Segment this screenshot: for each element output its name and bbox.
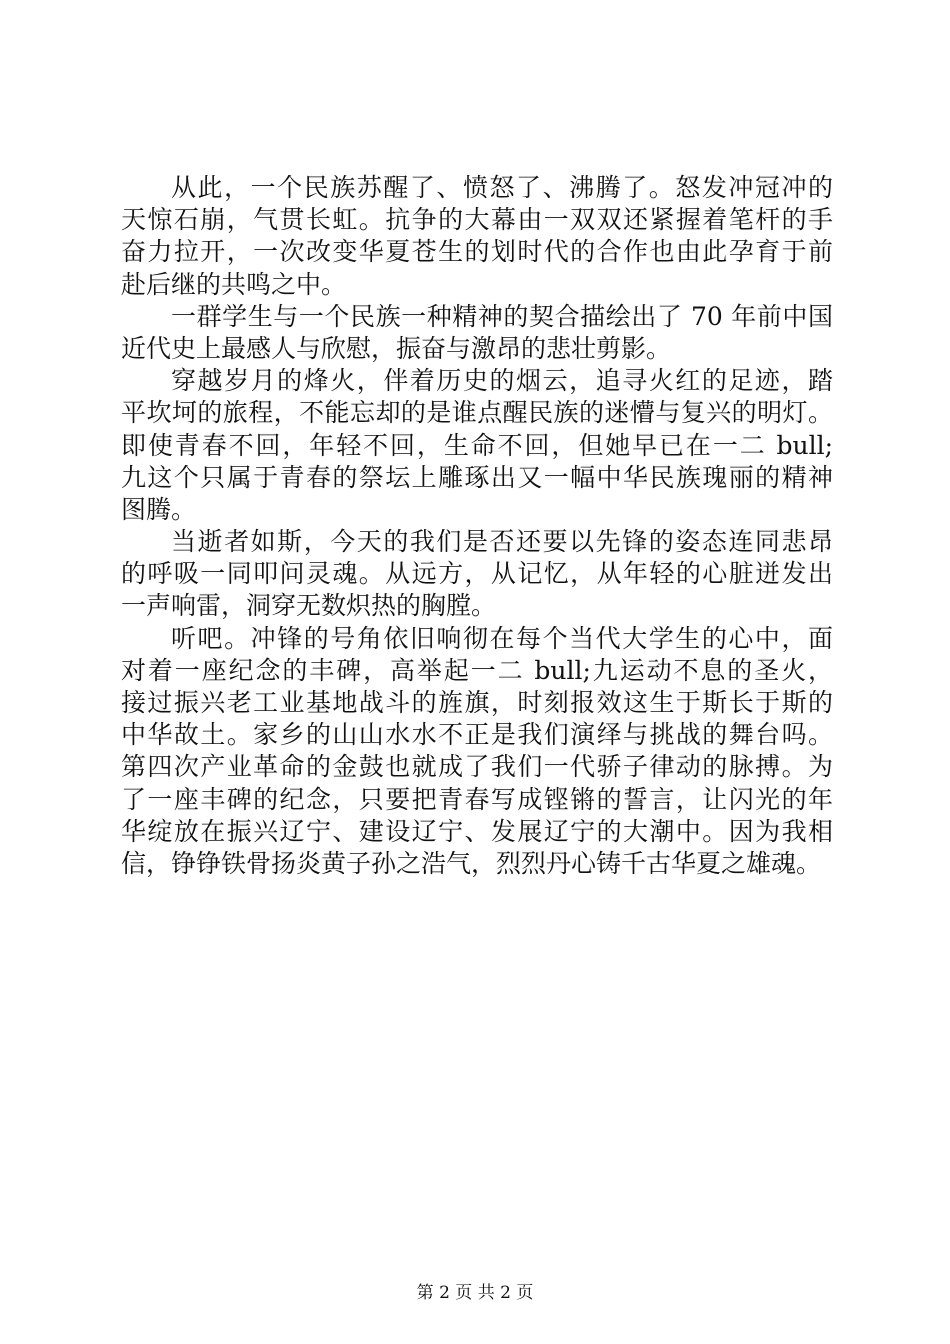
text-line: 当逝者如斯，今天的我们是否还要以先锋的姿态连同悲昂 — [171, 527, 833, 557]
text-line: 赴后继的共鸣之中。 — [121, 269, 347, 299]
text-line: 中华故土。家乡的山山水水不正是我们演绎与挑战的舞台吗。 — [121, 720, 833, 750]
text-line: 一声响雷，洞穿无数炽热的胸膛。 — [121, 591, 497, 621]
text-line: 第四次产业革命的金鼓也就成了我们一代骄子律动的脉搏。为 — [121, 752, 833, 782]
text-line: 奋力拉开，一次改变华夏苍生的划时代的合作也由此孕育于前 — [121, 237, 833, 267]
text-line: 了一座丰碑的纪念，只要把青春写成铿锵的誓言，让闪光的年 — [121, 784, 833, 814]
text-line: 听吧。冲锋的号角依旧响彻在每个当代大学生的心中，面 — [171, 623, 833, 653]
text-line: 平坎坷的旅程，不能忘却的是谁点醒民族的迷懵与复兴的明灯。 — [121, 398, 833, 428]
paragraph-4 — [121, 526, 833, 623]
text-line: 信，铮铮铁骨扬炎黄子孙之浩气，烈烈丹心铸千古华夏之雄魂。 — [121, 848, 822, 878]
text-line: 穿越岁月的烽火，伴着历史的烟云，追寻火红的足迹，踏 — [171, 366, 833, 396]
paragraph-1 — [121, 172, 833, 301]
text-line: 近代史上最感人与欣慰，振奋与激昂的悲壮剪影。 — [121, 333, 672, 363]
text-line: 九这个只属于青春的祭坛上雕琢出又一幅中华民族瑰丽的精神 — [121, 462, 833, 492]
paragraph-3 — [121, 365, 833, 526]
text-line: 一群学生与一个民族一种精神的契合描绘出了 70 年前中国 — [171, 301, 833, 331]
text-line: 华绽放在振兴辽宁、建设辽宁、发展辽宁的大潮中。因为我相 — [121, 816, 833, 846]
text-line: 的呼吸一同叩问灵魂。从远方，从记忆，从年轻的心脏迸发出 — [121, 559, 833, 589]
text-line: 对着一座纪念的丰碑，高举起一二 bull;九运动不息的圣火， — [121, 655, 833, 685]
text-line: 接过振兴老工业基地战斗的旌旗，时刻报效这生于斯长于斯的 — [121, 688, 833, 717]
page-number-footer: 第 2 页 共 2 页 — [416, 1283, 534, 1303]
text-line: 从此，一个民族苏醒了、愤怒了、沸腾了。怒发冲冠冲的 — [171, 173, 833, 202]
paragraph-2 — [121, 301, 833, 365]
document-body — [121, 172, 833, 880]
text-line: 天惊石崩，气贯长虹。抗争的大幕由一双双还紧握着笔杆的手 — [121, 205, 833, 235]
text-line: 图腾。 — [121, 494, 197, 524]
text-line: 即使青春不回，年轻不回，生命不回，但她早已在一二 bull; — [121, 430, 833, 460]
paragraph-5 — [121, 623, 833, 881]
